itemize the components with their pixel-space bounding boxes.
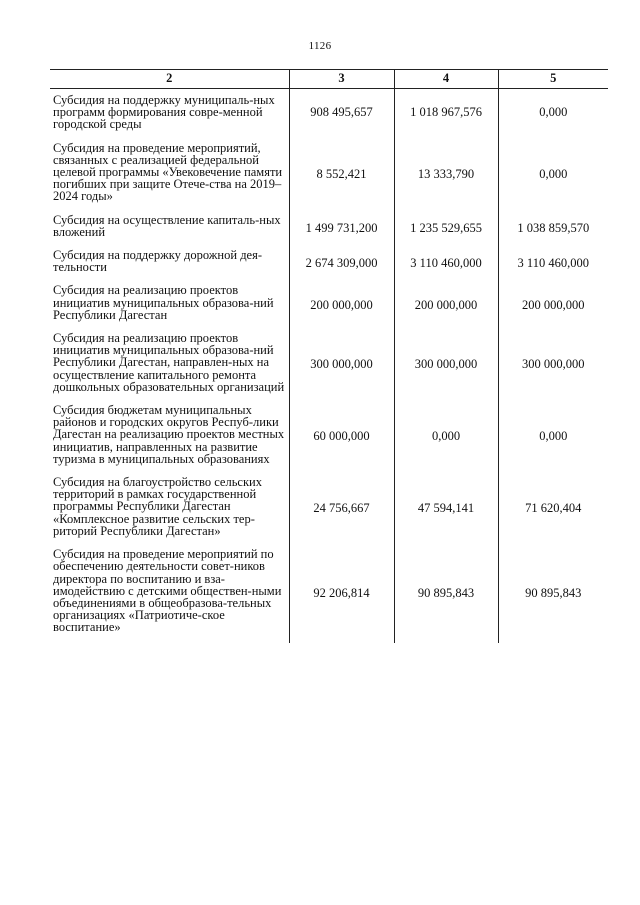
row-value-col4: 13 333,790 (394, 140, 498, 212)
table-row (50, 474, 608, 546)
table-header-row (50, 70, 608, 89)
row-value-col3: 1 499 731,200 (289, 212, 394, 247)
row-value-col4: 90 895,843 (394, 546, 498, 642)
row-value-col4: 3 110 460,000 (394, 247, 498, 282)
table-row (50, 212, 608, 247)
row-value-col3: 200 000,000 (289, 282, 394, 330)
row-value-col3: 24 756,667 (289, 474, 394, 546)
column-header-3: 3 (289, 70, 394, 89)
table-row (50, 282, 608, 330)
row-description: Субсидия на реализацию проектов инициатив муниципальных образова-ний Республики Дагестан, направлен-ных на осуществление капитального ремонта дошкольных образовательных организаций (53, 331, 285, 394)
page-number: 1126 (308, 40, 332, 52)
row-description: Субсидия на поддержку муниципаль-ных программ формирования совре-менной городской среды (53, 93, 275, 132)
row-description: Субсидия бюджетам муниципальных районов и городских округов Респуб-лики Дагестан на реализацию проектов местных инициатив, направленных на развитие туризма в муниципальных образованиях (53, 403, 285, 466)
row-value-col3: 92 206,814 (289, 546, 394, 642)
row-value-col5: 90 895,843 (498, 546, 608, 642)
row-description: Субсидия на реализацию проектов инициатив муниципальных образова-ний Республики Дагестан (53, 283, 274, 322)
table-row (50, 89, 608, 140)
row-description: Субсидия на благоустройство сельских территорий в рамках государственной программы Республики Дагестан «Комплексное развитие сельских тер-риторий Республики Дагестан» (53, 475, 262, 538)
row-value-col5: 200 000,000 (498, 282, 608, 330)
row-value-col5: 300 000,000 (498, 330, 608, 402)
row-value-col4: 47 594,141 (394, 474, 498, 546)
row-value-col5: 0,000 (498, 89, 608, 140)
row-value-col3: 8 552,421 (289, 140, 394, 212)
row-value-col4: 200 000,000 (394, 282, 498, 330)
table-row (50, 140, 608, 212)
table-row (50, 330, 608, 402)
row-description: Субсидия на проведение мероприятий по обеспечению деятельности совет-ников директора по воспитанию и вза-имодействию с детскими обществен-ными объединениями в общеобразова-тельных организациях «Патриотиче-ское воспитание» (53, 547, 282, 635)
row-value-col3: 60 000,000 (289, 402, 394, 474)
row-value-col5: 3 110 460,000 (498, 247, 608, 282)
row-value-col3: 2 674 309,000 (289, 247, 394, 282)
table-row (50, 546, 608, 642)
row-value-col4: 1 018 967,576 (394, 89, 498, 140)
row-value-col3: 300 000,000 (289, 330, 394, 402)
row-value-col4: 1 235 529,655 (394, 212, 498, 247)
column-header-5: 5 (498, 70, 608, 89)
row-value-col5: 1 038 859,570 (498, 212, 608, 247)
row-value-col5: 0,000 (498, 140, 608, 212)
row-description: Субсидия на проведение мероприятий, связанных с реализацией федеральной целевой программы «Увековечение памяти погибших при защите Отече-ства на 2019–2024 годы» (53, 140, 283, 204)
column-header-4: 4 (394, 70, 498, 89)
row-value-col3: 908 495,657 (289, 89, 394, 140)
row-value-col4: 0,000 (394, 402, 498, 474)
budget-table (50, 69, 608, 643)
row-value-col5: 0,000 (498, 402, 608, 474)
column-header-2: 2 (50, 70, 289, 89)
row-value-col4: 300 000,000 (394, 330, 498, 402)
table-row (50, 402, 608, 474)
row-value-col5: 71 620,404 (498, 474, 608, 546)
row-description: Субсидия на поддержку дорожной дея-тельности (53, 248, 263, 275)
row-description: Субсидия на осуществление капиталь-ных вложений (53, 212, 281, 239)
table-row (50, 247, 608, 282)
